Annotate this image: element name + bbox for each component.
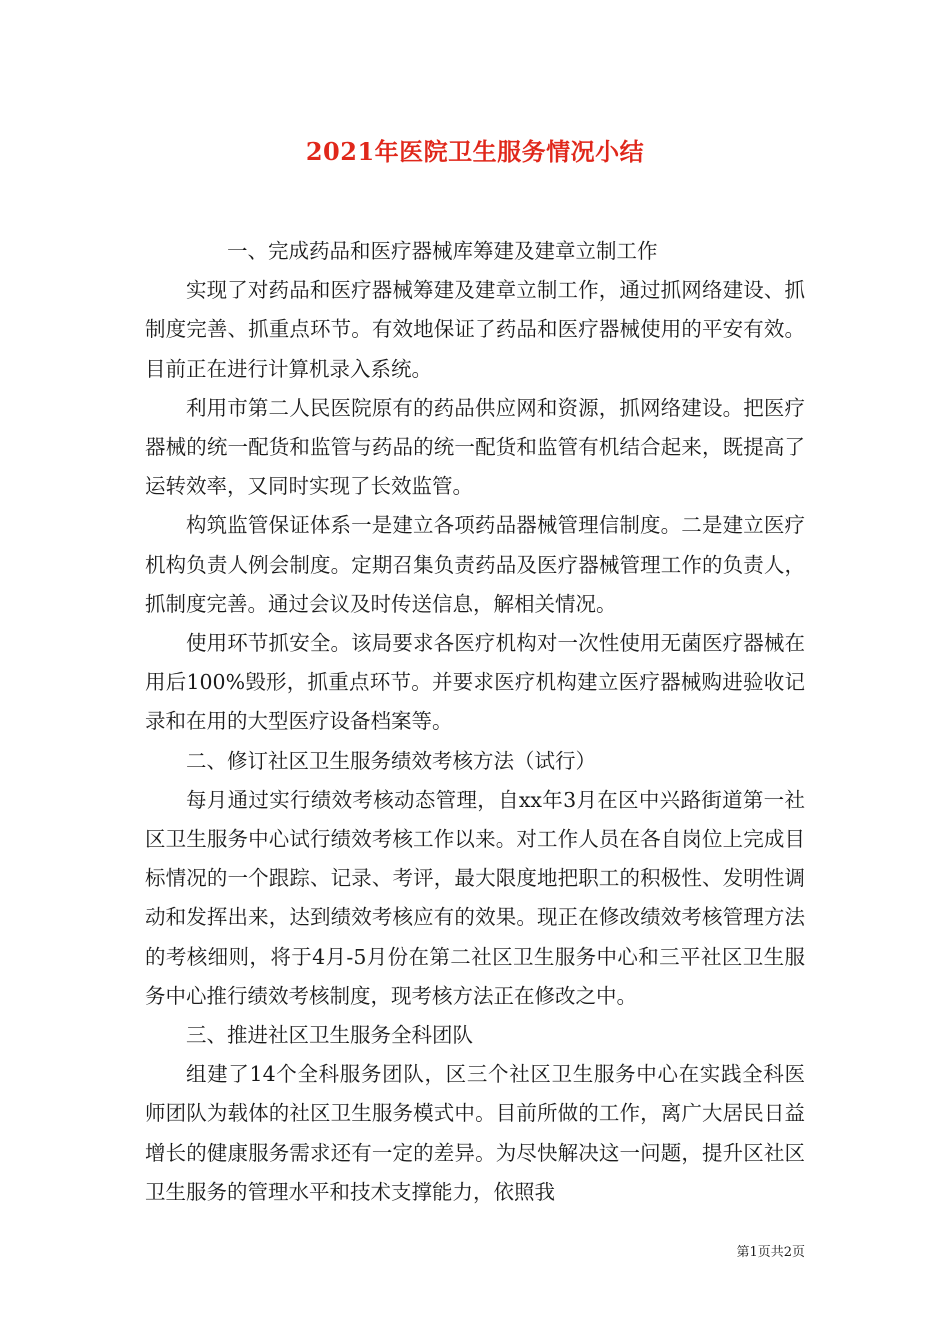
document-title: 2021年医院卫生服务情况小结 <box>305 137 645 166</box>
paragraph: 实现了对药品和医疗器械筹建及建章立制工作，通过抓网络建设、抓制度完善、抓重点环节。有效地保证了药品和医疗器械使用的平安有效。目前正在进行计算机录入系统。 <box>145 278 805 381</box>
paragraph: 使用环节抓安全。该局要求各医疗机构对一次性使用无菌医疗器械在用后100%毁形，抓重点环节。并要求医疗机构建立医疗器械购进验收记录和在用的大型医疗设备档案等。 <box>145 631 805 734</box>
document-body <box>145 232 805 1212</box>
section-heading-3: 三、推进社区卫生服务全科团队 <box>186 1023 473 1048</box>
paragraph: 组建了14个全科服务团队，区三个社区卫生服务中心在实践全科医师团队为载体的社区卫生服务模式中。目前所做的工作，离广大居民日益增长的健康服务需求还有一定的差异。为尽快解决这一问题，提升区社区卫生服务的管理水平和技术支撑能力，依照我 <box>145 1062 805 1204</box>
section-heading-2: 二、修订社区卫生服务绩效考核方法（试行） <box>186 748 596 773</box>
section-heading-1: 一、完成药品和医疗器械库筹建及建章立制工作 <box>227 239 658 263</box>
paragraph: 利用市第二人民医院原有的药品供应网和资源，抓网络建设。把医疗器械的统一配货和监管与药品的统一配货和监管有机结合起来，既提高了运转效率，又同时实现了长效监管。 <box>145 395 805 499</box>
paragraph: 构筑监管保证体系一是建立各项药品器械管理信制度。二是建立医疗机构负责人例会制度。定期召集负责药品及医疗器械管理工作的负责人，抓制度完善。通过会议及时传送信息，解相关情况。 <box>145 513 805 616</box>
page-number-footer: 第1页共2页 <box>736 1245 805 1260</box>
paragraph: 每月通过实行绩效考核动态管理，自xx年3月在区中兴路街道第一社区卫生服务中心试行绩效考核工作以来。对工作人员在各自岗位上完成目标情况的一个跟踪、记录、考评，最大限度地把职工的积极性、发明性调动和发挥出来，达到绩效考核应有的效果。现正在修改绩效考核管理方法的考核细则，将于4月-5月份在第二社区卫生服务中心和三平社区卫生服务中心推行绩效考核制度，现考核方法正在修改之中。 <box>145 787 805 1008</box>
